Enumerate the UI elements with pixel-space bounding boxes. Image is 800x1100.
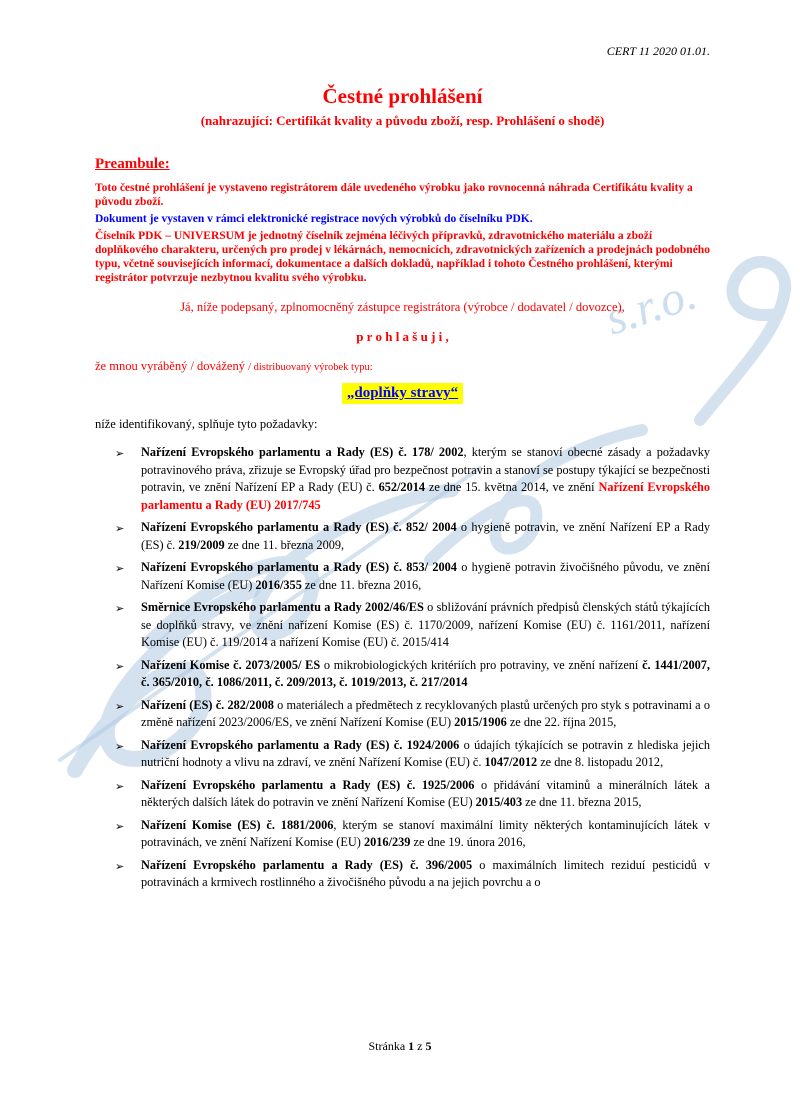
- declaration-intro: Já, níže podepsaný, zplnomocněný zástupce registrátora (výrobce / dodavatel / dovozce),: [180, 300, 625, 314]
- footer-page-total: 5: [425, 1039, 432, 1053]
- arrow-bullet-icon: ➢: [115, 522, 125, 535]
- footer-page-number: 1: [408, 1039, 415, 1053]
- page-footer: [0, 1039, 800, 1054]
- requirement-text-segment: ze dne 19. února 2016,: [410, 835, 526, 849]
- requirement-item: [95, 737, 710, 772]
- requirement-text-segment: ze dne 11. března 2016,: [301, 577, 422, 592]
- requirement-text-segment: č. 1441/2007, č. 365/2010, č. 1086/2011, č. 209/2013, č. 1019/2013, č. 217/2014: [141, 657, 710, 689]
- requirement-text-segment: ze dne 11. března 2009,: [224, 537, 345, 552]
- page-title: Čestné prohlášení: [322, 84, 483, 108]
- requirement-text-segment: Nařízení Evropského parlamentu a Rady (EU) 2017/745: [141, 480, 710, 512]
- product-line: [95, 359, 710, 375]
- requirement-item: [95, 777, 710, 812]
- requirement-text-segment: o přidávání vitaminů a minerálních látek a některých dalších látek do potravin ve znění Nařízení Komise (EU): [141, 777, 710, 809]
- arrow-bullet-icon: ➢: [115, 739, 125, 753]
- requirement-text-segment: Nařízení Evropského parlamentu a Rady (ES) č. 852/ 2004: [141, 520, 457, 534]
- arrow-bullet-icon: ➢: [115, 859, 125, 873]
- requirement-text-segment: Nařízení (ES) č. 282/2008: [141, 697, 274, 712]
- requirements-list: [95, 444, 710, 892]
- requirement-text-segment: ze dne 8. listopadu 2012,: [537, 755, 664, 769]
- requirement-item: [95, 697, 710, 732]
- preamble-paragraph-3: Číselník PDK – UNIVERSUM je jednotný číselník zejména léčivých přípravků, zdravotnického materiálu a zboží doplňkového charakteru, určených pro prodej v lékárnách, nemocnicích, zdravotnických zařízeních a prodejnách podobného typu, včetně souvisejících informací, dokumentace a dalších dokladů, například i tohoto Čestného prohlášení, kterými registrátor potvrzuje nezbytnou kvalitu svého výrobku.: [95, 230, 710, 284]
- arrow-bullet-icon: ➢: [115, 562, 125, 575]
- requirement-text-segment: , kterým se stanoví maximální limity některých kontaminujících látek v potravinách, ve znění Nařízení Komise (EU): [141, 817, 710, 849]
- requirement-text-segment: o mikrobiologických kritériích pro potraviny, ve znění nařízení: [320, 657, 643, 672]
- preamble-heading: Preambule:: [95, 156, 170, 172]
- requirement-item: [95, 599, 710, 652]
- requirement-text-segment: Nařízení Evropského parlamentu a Rady (ES) č. 853/ 2004: [141, 560, 457, 574]
- requirement-text-segment: Nařízení Evropského parlamentu a Rady (ES) č. 1924/2006: [141, 737, 460, 752]
- requirement-text-segment: o údajích týkajících se potravin z hlediska jejich nutriční hodnoty a vlivu na zdraví, ve znění Nařízení Komise (EU) č.: [141, 737, 710, 769]
- requirement-text-segment: ze dne 22. října 2015,: [506, 715, 617, 729]
- requirement-text-segment: ze dne 11. března 2015,: [522, 795, 642, 809]
- product-type-wrap: [95, 383, 710, 404]
- requirement-text-segment: ze dne 15. května 2014, ve znění: [425, 480, 599, 494]
- preamble-paragraph-1: Toto čestné prohlášení je vystaveno registrátorem dále uvedeného výrobku jako rovnocenná náhrada Certifikátu kvality a původu zboží.: [95, 182, 693, 208]
- arrow-bullet-icon: ➢: [115, 659, 125, 673]
- product-line-small: / distribuovaný výrobek typu:: [248, 362, 373, 373]
- requirement-text-segment: o materiálech a předmětech z recyklovaných plastů určených pro styk s potravinami a o změně nařízení 2023/2006/ES, ve znění Nařízení Komise (EU): [141, 697, 710, 729]
- arrow-bullet-icon: ➢: [115, 779, 125, 793]
- requirement-text-segment: Nařízení Komise (ES) č. 1881/2006: [141, 817, 334, 832]
- product-line-main: že mnou vyráběný / dovážený: [95, 359, 245, 373]
- requirement-text-segment: o hygieně potravin, ve znění Nařízení EP a Rady (ES) č.: [141, 520, 711, 552]
- arrow-bullet-icon: ➢: [115, 447, 125, 460]
- requirement-text-segment: 2015/403: [475, 795, 523, 809]
- doc-code: CERT 11 2020 01.01.: [606, 44, 710, 58]
- footer-prefix: Stránka: [368, 1039, 409, 1053]
- requirement-text-segment: o hygieně potravin živočišného původu, ve znění Nařízení Komise (EU): [141, 560, 710, 592]
- requirement-text-segment: Nařízení Evropského parlamentu a Rady (ES) č. 178/ 2002: [141, 445, 464, 459]
- requirements-intro: níže identifikovaný, splňuje tyto požadavky:: [95, 417, 318, 431]
- requirement-text-segment: Směrnice Evropského parlamentu a Rady 2002/46/ES: [141, 600, 424, 614]
- arrow-bullet-icon: ➢: [115, 602, 125, 615]
- requirement-item: [95, 559, 710, 594]
- page-subtitle: (nahrazující: Certifikát kvality a původu zboží, resp. Prohlášení o shodě): [200, 113, 605, 128]
- requirement-text-segment: Nařízení Komise č. 2073/2005/ ES: [141, 657, 321, 672]
- arrow-bullet-icon: ➢: [115, 699, 125, 713]
- requirement-text-segment: o maximálních limitech reziduí pesticidů v potravinách a krmivech rostlinného a živočišného původu a na jejich povrchu a o: [141, 857, 710, 889]
- requirement-text-segment: 2016/355: [255, 577, 302, 592]
- requirement-item: [95, 444, 710, 514]
- requirement-text-segment: 1047/2012: [484, 755, 538, 769]
- requirement-text-segment: 2015/1906: [454, 715, 507, 729]
- requirement-text-segment: Nařízení Evropského parlamentu a Rady (ES) č. 1925/2006: [141, 777, 475, 792]
- watermark-text: s.r.o.: [599, 266, 703, 346]
- requirement-text-segment: 2016/239: [363, 835, 411, 849]
- requirement-item: [95, 857, 710, 892]
- requirement-text-segment: o sbližování právních předpisů členských států týkajících se doplňků stravy, ve znění nařízení Komise (ES) č. 1170/2009, nařízení Komise (EU) č. 1161/2011, nařízení Komise (EU) č. 119/2014 a nařízení Komise (EU) č. 2015/414: [141, 600, 710, 649]
- footer-separator: z: [414, 1039, 426, 1053]
- requirement-item: [95, 657, 710, 692]
- preamble-paragraph-2: Dokument je vystaven v rámci elektronické registrace nových výrobků do číselníku PDK.: [95, 213, 533, 225]
- declaration-verb: p r o h l a š u j i ,: [356, 329, 449, 344]
- requirement-text-segment: , kterým se stanoví obecné zásady a požadavky potravinového práva, zřizuje se Evropský úřad pro bezpečnost potravin a stanoví se postupy týkající se bezpečnosti potravin, ve znění Nařízení EP a Rady (EU) č.: [141, 445, 710, 494]
- requirement-text-segment: Nařízení Evropského parlamentu a Rady (ES) č. 396/2005: [141, 857, 473, 872]
- product-type-highlight: „doplňky stravy“: [342, 383, 463, 404]
- requirement-text-segment: 652/2014: [378, 480, 426, 494]
- requirement-item: [95, 519, 710, 554]
- arrow-bullet-icon: ➢: [115, 819, 125, 833]
- requirement-text-segment: 219/2009: [178, 537, 225, 552]
- requirement-item: [95, 817, 710, 852]
